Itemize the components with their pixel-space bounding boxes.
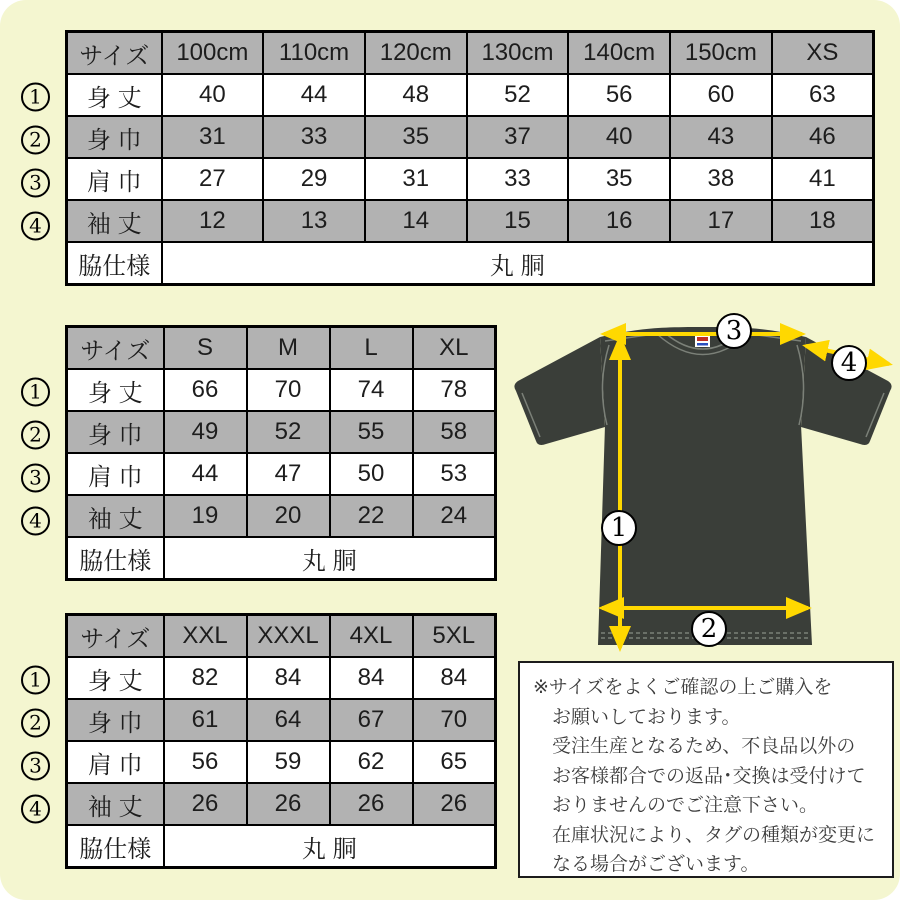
measure-value: 55: [330, 411, 413, 453]
circled-number-4: 4: [21, 211, 50, 240]
circled-number-1: 1: [21, 82, 50, 111]
measure-value: 46: [772, 116, 874, 158]
size-column-header: XXXL: [247, 615, 330, 658]
callout-circled-1: 1: [601, 510, 637, 546]
measure-value: 82: [164, 657, 247, 699]
note-line: ※サイズをよくご確認の上ご購入を: [533, 677, 833, 698]
measure-label: 袖 丈: [67, 495, 164, 537]
note-line: なる場合がございます。: [552, 854, 760, 875]
side-spec-label: 脇仕様: [67, 537, 164, 580]
note-line: お願いしております。: [552, 706, 741, 728]
measure-value: 70: [247, 369, 330, 411]
measure-value: 61: [164, 699, 247, 741]
size-column-header: M: [247, 327, 330, 370]
measure-value: 15: [467, 200, 569, 242]
measure-value: 26: [330, 783, 413, 825]
size-column-header: 4XL: [330, 615, 413, 658]
measure-value: 19: [164, 495, 247, 537]
measure-value: 13: [263, 200, 365, 242]
size-column-header: L: [330, 327, 413, 370]
row-markers: [21, 613, 53, 869]
measure-value: 53: [413, 453, 496, 495]
note-line: 在庫状況により、タグの種類が変更に: [552, 824, 876, 846]
measure-value: 60: [670, 74, 772, 116]
size-column-header: 150cm: [670, 32, 772, 75]
measure-value: 31: [365, 158, 467, 200]
callout-circled-2: 2: [691, 611, 727, 647]
measure-value: 27: [162, 158, 264, 200]
measure-label: 肩 巾: [67, 453, 164, 495]
measure-value: 20: [247, 495, 330, 537]
measure-value: 26: [164, 783, 247, 825]
size-column-header: 140cm: [568, 32, 670, 75]
measure-label: 袖 丈: [67, 200, 162, 242]
measure-value: 59: [247, 741, 330, 783]
measure-label: 身 丈: [67, 657, 164, 699]
measure-value: 44: [164, 453, 247, 495]
size-column-header: S: [164, 327, 247, 370]
size-header-label: サイズ: [67, 615, 164, 658]
measure-value: 70: [413, 699, 496, 741]
measure-label: 身 巾: [67, 411, 164, 453]
side-spec-value: 丸 胴: [164, 537, 496, 580]
size-column-header: 120cm: [365, 32, 467, 75]
measure-value: 31: [162, 116, 264, 158]
measure-value: 63: [772, 74, 874, 116]
circled-number-3: 3: [21, 168, 50, 197]
size-header-label: サイズ: [67, 327, 164, 370]
measure-label: 身 丈: [67, 369, 164, 411]
measure-value: 14: [365, 200, 467, 242]
tshirt-diagram: [505, 313, 895, 655]
size-table-big: [29, 613, 497, 869]
size-table: [65, 325, 497, 581]
measure-value: 40: [568, 116, 670, 158]
size-column-header: 5XL: [413, 615, 496, 658]
measure-value: 56: [568, 74, 670, 116]
callout-circled-4: 4: [831, 345, 867, 381]
measure-value: 67: [330, 699, 413, 741]
measure-value: 16: [568, 200, 670, 242]
size-table-kids: [29, 30, 875, 286]
measure-value: 52: [247, 411, 330, 453]
measure-value: 48: [365, 74, 467, 116]
measure-value: 37: [467, 116, 569, 158]
measure-value: 66: [164, 369, 247, 411]
measure-value: 40: [162, 74, 264, 116]
measure-value: 58: [413, 411, 496, 453]
measure-value: 26: [247, 783, 330, 825]
tshirt-left-sleeve: [514, 337, 605, 445]
circled-number-3: 3: [21, 751, 50, 780]
measure-value: 64: [247, 699, 330, 741]
measure-value: 35: [365, 116, 467, 158]
note-line: 受注生産となるため、不良品以外の: [552, 736, 856, 757]
size-table-adult: [29, 325, 497, 581]
measure-value: 49: [164, 411, 247, 453]
measure-value: 26: [413, 783, 496, 825]
measure-value: 29: [263, 158, 365, 200]
size-column-header: 130cm: [467, 32, 569, 75]
measure-value: 18: [772, 200, 874, 242]
size-column-header: 100cm: [162, 32, 264, 75]
measure-label: 身 巾: [67, 116, 162, 158]
measure-value: 62: [330, 741, 413, 783]
side-spec-value: 丸 胴: [164, 825, 496, 868]
measure-value: 24: [413, 495, 496, 537]
measure-value: 35: [568, 158, 670, 200]
circled-number-2: 2: [21, 125, 50, 154]
measure-value: 50: [330, 453, 413, 495]
size-column-header: 110cm: [263, 32, 365, 75]
circled-number-4: 4: [21, 506, 50, 535]
measure-value: 52: [467, 74, 569, 116]
measure-value: 38: [670, 158, 772, 200]
circled-number-2: 2: [21, 708, 50, 737]
purchase-note: [518, 661, 894, 878]
measure-value: 74: [330, 369, 413, 411]
measure-value: 44: [263, 74, 365, 116]
circled-number-1: 1: [21, 377, 50, 406]
measure-label: 袖 丈: [67, 783, 164, 825]
measure-value: 33: [467, 158, 569, 200]
measure-value: 47: [247, 453, 330, 495]
tshirt-body: [598, 327, 812, 645]
measure-label: 肩 巾: [67, 158, 162, 200]
measure-value: 12: [162, 200, 264, 242]
row-markers: [21, 30, 53, 286]
measure-value: 84: [413, 657, 496, 699]
size-column-header: XL: [413, 327, 496, 370]
side-spec-label: 脇仕様: [67, 242, 162, 285]
measure-label: 身 巾: [67, 699, 164, 741]
size-column-header: XXL: [164, 615, 247, 658]
measure-value: 17: [670, 200, 772, 242]
measure-value: 56: [164, 741, 247, 783]
side-spec-label: 脇仕様: [67, 825, 164, 868]
size-header-label: サイズ: [67, 32, 162, 75]
callout-circled-3: 3: [716, 313, 752, 349]
measure-label: 身 丈: [67, 74, 162, 116]
size-column-header: XS: [772, 32, 874, 75]
measure-value: 78: [413, 369, 496, 411]
measure-value: 22: [330, 495, 413, 537]
circled-number-4: 4: [21, 794, 50, 823]
note-line: おりませんのでご注意下さい。: [552, 795, 819, 816]
side-spec-value: 丸 胴: [162, 242, 874, 285]
measure-value: 84: [247, 657, 330, 699]
circled-number-1: 1: [21, 665, 50, 694]
measure-label: 肩 巾: [67, 741, 164, 783]
circled-number-2: 2: [21, 420, 50, 449]
circled-number-3: 3: [21, 463, 50, 492]
row-markers: [21, 325, 53, 581]
measure-value: 33: [263, 116, 365, 158]
note-line: お客様都合での返品･交換は受付けて: [552, 765, 866, 787]
measure-value: 41: [772, 158, 874, 200]
measure-value: 84: [330, 657, 413, 699]
size-table: [65, 30, 875, 286]
measure-value: 65: [413, 741, 496, 783]
measure-value: 43: [670, 116, 772, 158]
size-table: [65, 613, 497, 869]
